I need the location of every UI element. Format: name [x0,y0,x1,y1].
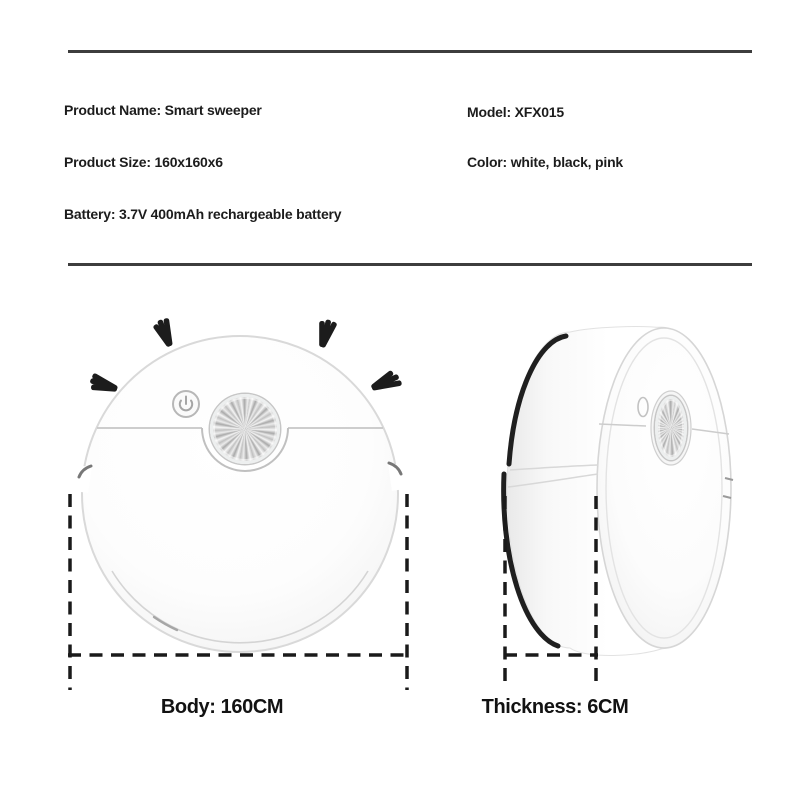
body-dimension-label: Body: 160CM [160,696,284,718]
spec-color: Color: white, black, pink [467,154,624,170]
spec-product-name: Product Name: Smart sweeper [64,102,262,118]
spec-model: Model: XFX015 [467,104,564,120]
robot-vacuum-side-view [504,327,733,656]
spec-battery: Battery: 3.7V 400mAh rechargeable battery [64,206,342,222]
thickness-dimension-label: Thickness: 6CM [481,696,629,718]
robot-vacuum-top-view [73,318,406,652]
robot-top-face [597,328,731,648]
fan-disc-icon [210,394,280,464]
spec-product-size: Product Size: 160x160x6 [64,154,223,170]
fan-disc-icon [655,396,687,460]
power-icon [173,391,199,417]
robot-body-top [82,336,398,652]
